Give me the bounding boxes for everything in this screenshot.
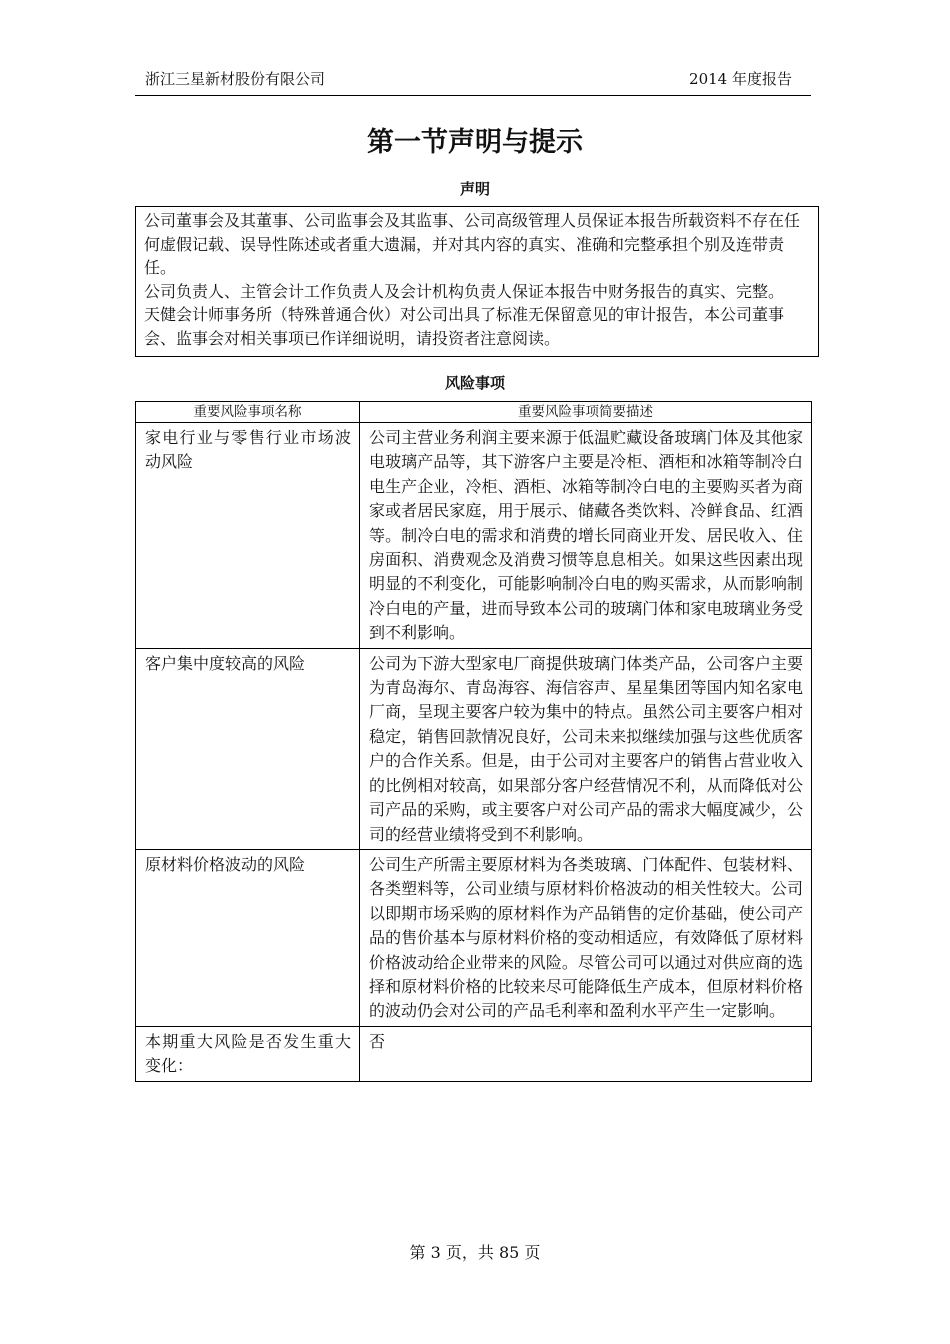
table-row	[136, 423, 812, 649]
section-title: 第一节声明与提示	[367, 127, 583, 158]
risk-desc: 公司主营业务利润主要来源于低温贮藏设备玻璃门体及其他家电玻璃产品等，其下游客户主要是冷柜、酒柜和冰箱等制冷白电生产企业，冷柜、酒柜、冰箱等制冷白电的主要购买者为商家或者居民家庭，用于展示、储藏各类饮料、冷鲜食品、红酒等。制冷白电的需求和消费的增长同商业开发、居民收入、住房面积、消费观念及消费习惯等息息相关。如果这些因素出现明显的不利变化，可能影响制冷白电的购买需求，从而影响制冷白电的产量，进而导致本公司的玻璃门体和家电玻璃业务受到不利影响。	[360, 423, 812, 649]
risk-name: 家电行业与零售行业市场波动风险	[136, 423, 360, 649]
risk-name: 客户集中度较高的风险	[136, 648, 360, 849]
table-row	[136, 849, 812, 1026]
column-header-name: 重要风险事项名称	[136, 402, 360, 423]
risk-desc: 否	[360, 1026, 812, 1081]
page-footer: 第 3 页，共 85 页	[409, 1243, 541, 1262]
risk-desc: 公司为下游大型家电厂商提供玻璃门体类产品，公司客户主要为青岛海尔、青岛海容、海信容声、星星集团等国内知名家电厂商，呈现主要客户较为集中的特点。虽然公司主要客户相对稳定，销售回款情况良好，公司未来拟继续加强与这些优质客户的合作关系。但是，由于公司对主要客户的销售占营业收入的比例相对较高，如果部分客户经营情况不利，从而降低对公司产品的采购，或主要客户对公司产品的需求大幅度减少，公司的经营业绩将受到不利影响。	[360, 648, 812, 849]
page-header	[145, 68, 792, 90]
header-company: 浙江三星新材股份有限公司	[145, 70, 326, 88]
table-header-row	[136, 402, 812, 423]
risk-desc: 公司生产所需主要原材料为各类玻璃、门体配件、包装材料、各类塑料等，公司业绩与原材料价格波动的相关性较大。公司以即期市场采购的原材料作为产品销售的定价基础，使公司产品的售价基本与原材料价格的变动相适应，有效降低了原材料价格波动给企业带来的风险。尽管公司可以通过对供应商的选择和原材料价格的比较来尽可能降低生产成本，但原材料价格的波动仍会对公司的产品毛利率和盈利水平产生一定影响。	[360, 849, 812, 1026]
risk-name: 原材料价格波动的风险	[136, 849, 360, 1026]
risk-table	[135, 401, 812, 1082]
declaration-paragraph: 天健会计师事务所（特殊普通合伙）对公司出具了标准无保留意见的审计报告，本公司董事会、监事会对相关事项已作详细说明，请投资者注意阅读。	[144, 305, 785, 348]
declaration-paragraph: 公司负责人、主管会计工作负责人及会计机构负责人保证本报告中财务报告的真实、完整。	[144, 281, 785, 301]
declaration-heading: 声明	[459, 180, 490, 198]
column-header-desc: 重要风险事项简要描述	[360, 402, 812, 423]
risk-name: 本期重大风险是否发生重大变化：	[136, 1026, 360, 1081]
risk-heading: 风险事项	[444, 374, 505, 392]
declaration-paragraph: 公司董事会及其董事、公司监事会及其监事、公司高级管理人员保证本报告所载资料不存在任何虚假记载、误导性陈述或者重大遗漏，并对其内容的真实、准确和完整承担个别及连带责任。	[144, 211, 801, 277]
header-rule	[135, 95, 811, 96]
declaration-box	[135, 206, 819, 357]
table-row	[136, 648, 812, 849]
header-report: 2014 年度报告	[689, 70, 792, 88]
table-row	[136, 1026, 812, 1081]
